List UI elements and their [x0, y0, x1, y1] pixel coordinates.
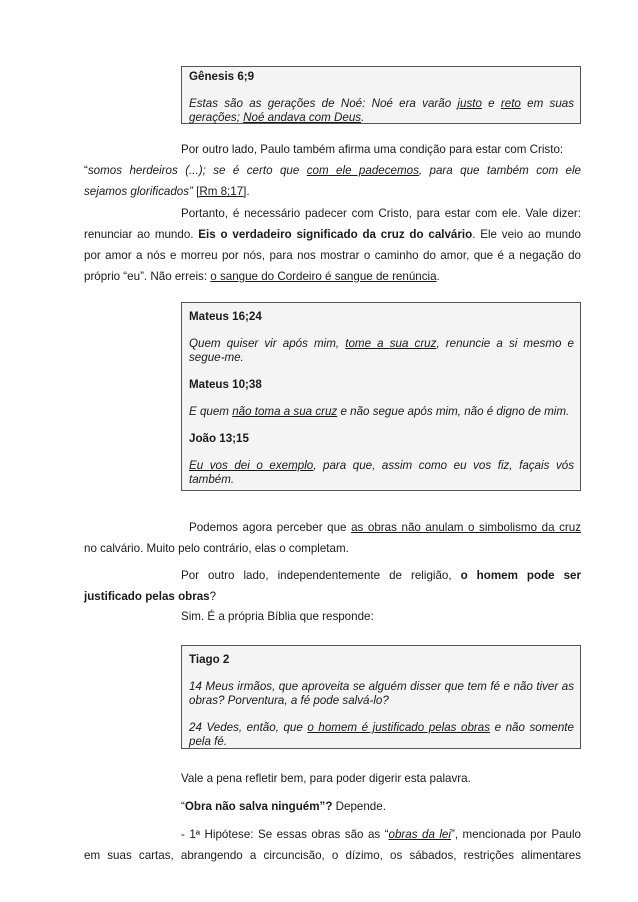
- text: próprio “eu”. Não erreis:: [84, 270, 211, 283]
- paragraph-line: [181, 828, 581, 842]
- paragraph-line: [181, 800, 581, 814]
- quote-text: e não somente pela fé.: [189, 721, 574, 748]
- quote-underline: justo: [457, 97, 482, 110]
- quote-text: em suas gerações;: [189, 97, 575, 124]
- scripture-reference: Gênesis 6;9: [189, 70, 255, 83]
- text: Podemos agora perceber que: [189, 521, 352, 534]
- text: renunciar ao mundo.: [84, 228, 199, 241]
- text: .: [436, 270, 440, 283]
- paragraph-line: Portanto, é necessário padecer com Cristo, para estar com ele. Vale dizer:: [181, 207, 581, 220]
- paragraph-line: [181, 569, 581, 583]
- scripture-quote: 14 Meus irmãos, que aproveita se alguém disser que tem fé e não tiver as obras? Porventura, a fé pode salvá-lo?: [189, 680, 574, 707]
- scripture-quote: [189, 337, 574, 365]
- scripture-reference: Mateus 16;24: [189, 310, 262, 323]
- underlined-text: com ele padecemos: [306, 164, 419, 177]
- scripture-box-james: [181, 645, 581, 749]
- bold-text: justificado pelas obras: [84, 590, 210, 603]
- text: “: [84, 164, 88, 177]
- text: .: [246, 185, 250, 198]
- quote-text: 24 Vedes, então, que: [189, 721, 308, 734]
- paragraph-line: [84, 164, 581, 178]
- quote-underline: o homem é justificado pelas obras: [307, 721, 491, 734]
- paragraph-line: [189, 521, 581, 535]
- scripture-box-genesis: [181, 66, 581, 124]
- text: . Ele veio ao mundo: [472, 228, 581, 241]
- paragraph-line: [84, 185, 581, 199]
- paragraph-line: [84, 270, 581, 284]
- quote-text: , renuncie a si mesmo e segue-me.: [189, 337, 575, 364]
- quote-underline: Noé andava com Deus: [243, 111, 362, 124]
- bold-text: o homem pode ser: [460, 569, 581, 582]
- bold-text: Obra não salva ninguém”?: [184, 800, 333, 813]
- underlined-text: obras da lei: [388, 828, 451, 841]
- scripture-reference: Tiago 2: [189, 653, 230, 666]
- text: - 1ª Hipótese: Se essas obras são as “: [181, 828, 389, 841]
- text: Depende.: [332, 800, 386, 813]
- quote-underline: tome a sua cruz: [345, 337, 437, 350]
- scripture-quote: [189, 721, 574, 749]
- italic-text: sejamos glorificados”: [84, 185, 193, 198]
- text: ?: [209, 590, 217, 603]
- quote-text: e não segue após mim, não é digno de mim.: [337, 405, 570, 418]
- italic-text: , para que também com ele: [418, 164, 581, 177]
- underlined-text: as obras não anulam o simbolismo da cruz: [351, 521, 582, 534]
- text: ”, mencionada por Paulo: [450, 828, 581, 841]
- underlined-text: o sangue do Cordeiro é sangue de renúncia: [210, 270, 437, 283]
- paragraph-line: Por outro lado, Paulo também afirma uma condição para estar com Cristo:: [181, 143, 564, 156]
- quote-underline: não toma a sua cruz: [232, 405, 338, 418]
- scripture-quote: [189, 459, 574, 487]
- quote-underline: Eu vos dei o exemplo: [189, 459, 314, 472]
- paragraph-line: em suas cartas, abrangendo a circuncisão, o dízimo, os sábados, restrições alimentares: [84, 849, 581, 862]
- bold-text: Eis o verdadeiro significado da cruz do calvário: [198, 228, 473, 241]
- paragraph-line: no calvário. Muito pelo contrário, elas o completam.: [84, 542, 349, 555]
- italic-text: somos herdeiros (...); se é certo que: [87, 164, 307, 177]
- scripture-reference: João 13;15: [189, 432, 249, 445]
- quote-text: Estas são as gerações de Noé: Noé era varão: [189, 97, 458, 110]
- bible-reference: [Rm 8;17]: [196, 185, 247, 198]
- paragraph-line: [84, 228, 581, 242]
- paragraph-line: Sim. É a própria Bíblia que responde:: [181, 610, 374, 623]
- quote-text: Quem quiser vir após mim,: [189, 337, 346, 350]
- scripture-reference: Mateus 10;38: [189, 378, 262, 391]
- text: Por outro lado, independentemente de religião,: [181, 569, 461, 582]
- paragraph-line: Vale a pena refletir bem, para poder digerir esta palavra.: [181, 772, 471, 785]
- paragraph-line: por amor a nós e morreu por nós, para nos mostrar o caminho do amor, que é a negação do: [84, 249, 581, 262]
- quote-underline: reto: [500, 97, 521, 110]
- quote-text: E quem: [189, 405, 233, 418]
- quote-text: e: [481, 97, 501, 110]
- paragraph-line: [84, 590, 581, 604]
- quote-text: .: [361, 111, 365, 124]
- quote-text: , para que, assim como eu vos fiz, façais vós também.: [189, 459, 574, 486]
- scripture-box-gospels: [181, 302, 581, 491]
- scripture-quote: [189, 405, 574, 419]
- scripture-quote: [189, 97, 574, 125]
- text: “: [181, 800, 185, 813]
